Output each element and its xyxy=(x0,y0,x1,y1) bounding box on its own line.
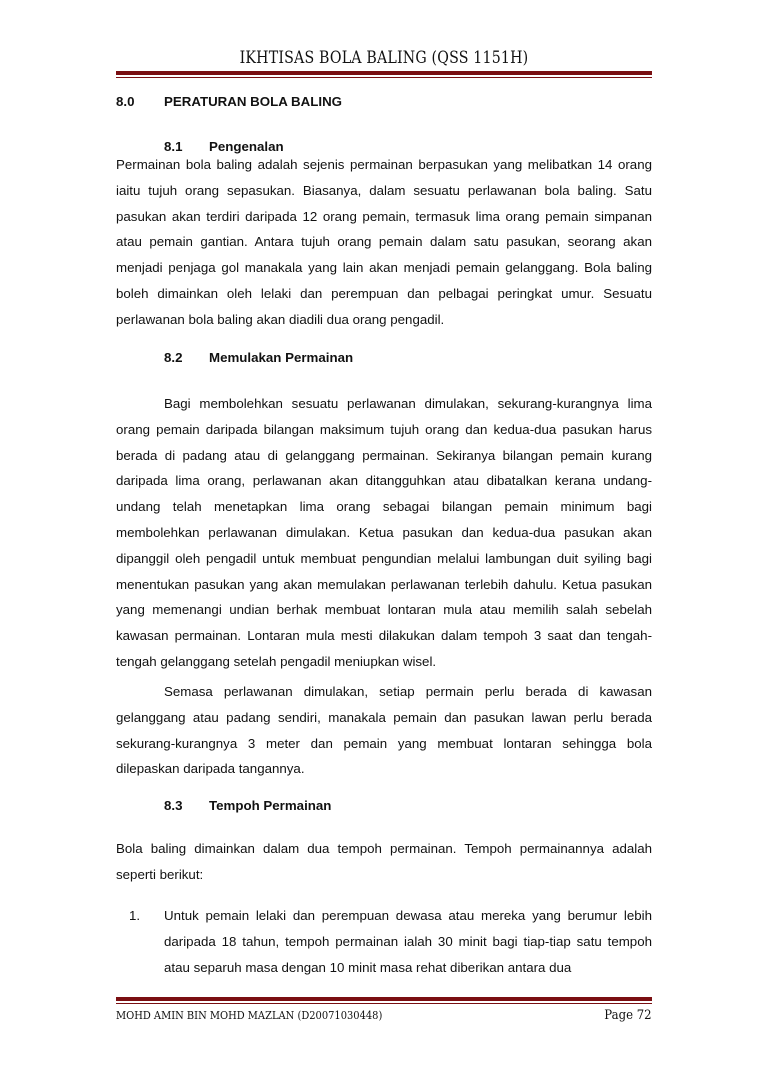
subsection-number: 8.2 xyxy=(164,350,183,365)
subsection-title: Pengenalan xyxy=(209,139,284,154)
subsection-number: 8.1 xyxy=(164,139,183,154)
paragraph-memulakan-1: Bagi membolehkan sesuatu perlawanan dimulakan, sekurang-kurangnya lima orang pemain daripada bilangan maksimum tujuh orang dan kedua-dua pasukan harus berada di padang atau di gelanggang permainan. Sekiranya bilangan pemain kurang daripada lima orang, perlawanan akan ditangguhkan atau dibatalkan kerana undang-undang telah menetapkan lima orang sebagai bilangan pemain minimum bagi membolehkan perlawanan dimulakan. Ketua pasukan dan kedua-dua pasukan akan dipanggil oleh pengadil untuk membuat pengundian melalui lambungan duit syiling bagi menentukan pasukan yang akan memulakan perlawanan terlebih dahulu. Ketua pasukan yang memenangi undian berhak membuat lontaran mula atau memilih salah sebelah kawasan permainan. Lontaran mula mesti dilakukan dalam tempoh 3 saat dan tengah-tengah gelanggang setelah pengadil meniupkan wisel. xyxy=(116,396,652,669)
subsection-number: 8.3 xyxy=(164,798,183,813)
list-marker: 1. xyxy=(129,908,141,923)
section-number: 8.0 xyxy=(116,94,135,109)
paragraph-tempoh: Bola baling dimainkan dalam dua tempoh permainan. Tempoh permainannya adalah seperti berikut: xyxy=(116,841,652,882)
paragraph-pengenalan: Permainan bola baling adalah sejenis permainan berpasukan yang melibatkan 14 orang iaitu tujuh orang sepasukan. Biasanya, dalam sesuatu perlawanan bola baling. Satu pasukan akan terdiri daripada 12 orang pemain, termasuk lima orang pemain simpanan atau pemain gantian. Antara tujuh orang pemain dalam satu pasukan, seorang akan menjadi penjaga gol manakala yang lain akan menjadi pemain gelanggang. Bola baling boleh dimainkan oleh lelaki dan perempuan dan pelbagai peringkat umur. Sesuatu perlawanan bola baling akan diadili dua orang pengadil. xyxy=(116,157,652,327)
subsection-title: Memulakan Permainan xyxy=(209,350,354,365)
header-rule-thin xyxy=(116,77,652,78)
footer-author: MOHD AMIN BIN MOHD MAZLAN (D20071030448) xyxy=(116,1008,383,1022)
page-number: Page 72 xyxy=(604,1008,652,1023)
section-title: PERATURAN BOLA BALING xyxy=(164,94,343,109)
list-item-text: Untuk pemain lelaki dan perempuan dewasa atau mereka yang berumur lebih daripada 18 tahun, tempoh permainan ialah 30 minit bagi tiap-tiap satu tempoh atau separuh masa dengan 10 minit masa rehat diberikan antara dua xyxy=(164,908,652,975)
header-rule-thick xyxy=(116,71,652,75)
footer-rule-thick xyxy=(116,997,652,1001)
header-title: IKHTISAS BOLA BALING (QSS 1151H) xyxy=(239,48,529,67)
paragraph-memulakan-2: Semasa perlawanan dimulakan, setiap permain perlu berada di kawasan gelanggang atau padang sendiri, manakala pemain dan pasukan lawan perlu berada sekurang-kurangnya 3 meter dan pemain yang membuat lontaran sehingga bola dilepaskan daripada tangannya. xyxy=(116,684,652,777)
footer-rule-thin xyxy=(116,1003,652,1004)
subsection-title: Tempoh Permainan xyxy=(209,798,332,813)
